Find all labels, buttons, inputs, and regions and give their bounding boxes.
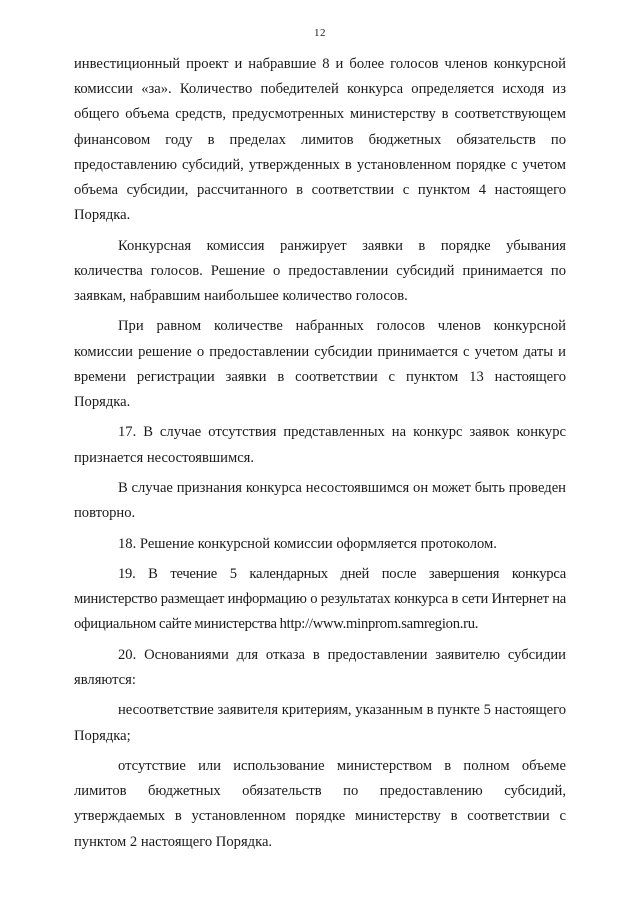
paragraph-20-item-1: несоответствие заявителя критериям, указанным в пункте 5 настоящего Порядка; [74, 702, 566, 744]
paragraph-19: 19. В течение 5 календарных дней после завершения конкурса министерство размещает информацию о результатах конкурса в сети Интернет на официальном сайте министерства http://www.minprom.samregion.ru. [74, 565, 566, 633]
paragraph-17-repeat: В случае признания конкурса несостоявшимся он может быть проведен повторно. [74, 480, 566, 522]
paragraph-ranking: Конкурсная комиссия ранжирует заявки в порядке убывания количества голосов. Решение о предоставлении субсидий принимается по заявкам, набравшим наибольшее количество голосов. [74, 237, 566, 305]
document-body [74, 52, 566, 860]
paragraph-continuation: инвестиционный проект и набравшие 8 и более голосов членов конкурсной комиссии «за». Количество победителей конкурса определяется исходя из общего объема средств, предусмотренных министерству в соответствующем финансовом году в пределах лимитов бюджетных обязательств по предоставлению субсидий, утвержденных в установленном порядке с учетом объема субсидии, рассчитанного в соответствии с пунктом 4 настоящего Порядка. [74, 56, 566, 224]
paragraph-20-item-2: отсутствие или использование министерством в полном объеме лимитов бюджетных обязательств по предоставлению субсидий, утверждаемых в установленном порядке министерству в соответствии с пунктом 2 настоящего Порядка. [74, 757, 566, 850]
paragraph-equal-votes: При равном количестве набранных голосов членов конкурсной комиссии решение о предоставлении субсидии принимается с учетом даты и времени регистрации заявки в соответствии с пунктом 13 настоящего Порядка. [74, 318, 566, 411]
paragraph-18: 18. Решение конкурсной комиссии оформляется протоколом. [118, 535, 497, 552]
paragraph-20: 20. Основаниями для отказа в предоставлении заявителю субсидии являются: [74, 646, 566, 688]
page-number: 12 [314, 27, 326, 39]
paragraph-17: 17. В случае отсутствия представленных на конкурс заявок конкурс признается несостоявшимся. [74, 424, 566, 466]
